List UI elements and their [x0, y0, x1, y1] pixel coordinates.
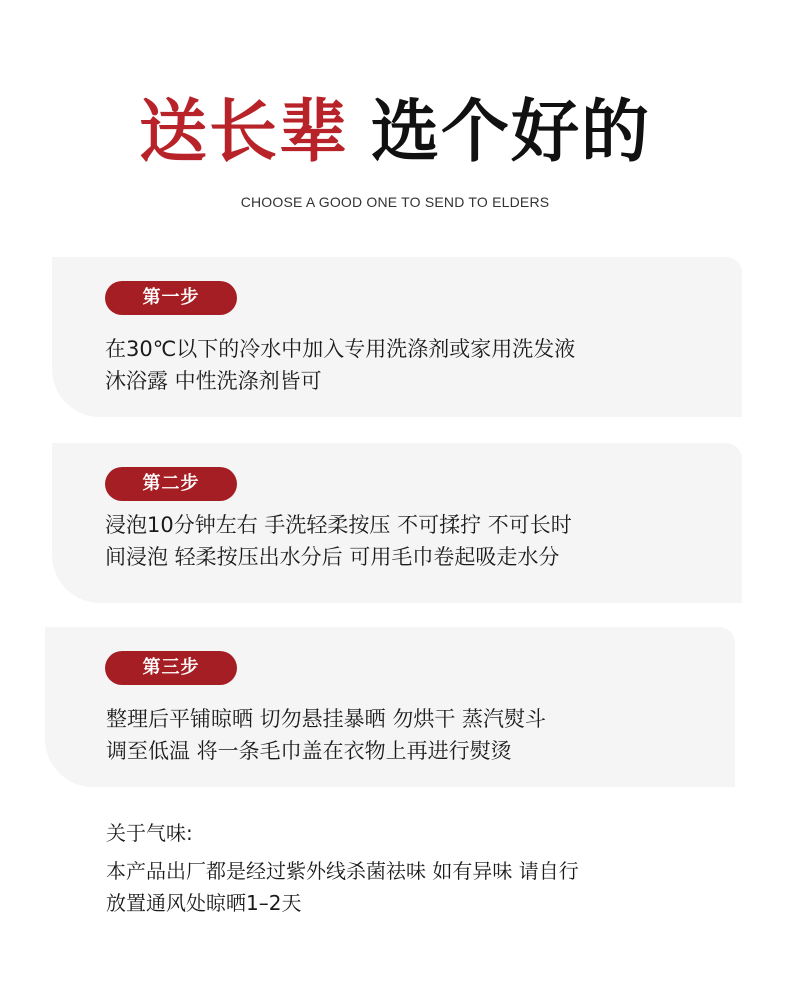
step-card-1: [52, 257, 742, 417]
title-black-part: 选个好的: [371, 92, 652, 172]
title-red-part: 送长辈: [138, 92, 349, 172]
step-badge-3: 第三步: [105, 651, 237, 685]
odor-note-text: [106, 855, 746, 919]
step-text-2: [105, 509, 725, 573]
step-3-line-1: 整理后平铺晾晒 切勿悬挂暴晒 勿烘干 蒸汽熨斗: [106, 707, 547, 731]
step-2-line-1: 浸泡10分钟左右 手洗轻柔按压 不可揉拧 不可长时: [105, 513, 572, 537]
page-title: [0, 92, 790, 172]
step-badge-2: 第二步: [105, 467, 237, 501]
step-2-line-2: 间浸泡 轻柔按压出水分后 可用毛巾卷起吸走水分: [105, 545, 560, 569]
step-card-2: [52, 443, 742, 603]
odor-note-line-2: 放置通风处晾晒1–2天: [106, 891, 302, 915]
step-text-1: [105, 333, 725, 397]
step-1-line-2: 沐浴露 中性洗涤剂皆可: [105, 369, 322, 393]
step-1-line-1: 在30℃以下的冷水中加入专用洗涤剂或家用洗发液: [105, 337, 576, 361]
step-badge-1: 第一步: [105, 281, 237, 315]
odor-note-line-1: 本产品出厂都是经过紫外线杀菌祛味 如有异味 请自行: [106, 859, 579, 883]
step-3-line-2: 调至低温 将一条毛巾盖在衣物上再进行熨烫: [106, 739, 512, 763]
step-text-3: [106, 703, 726, 767]
page-subtitle: CHOOSE A GOOD ONE TO SEND TO ELDERS: [240, 194, 550, 210]
odor-note-title: 关于气味:: [106, 821, 193, 845]
step-card-3: [45, 627, 735, 787]
